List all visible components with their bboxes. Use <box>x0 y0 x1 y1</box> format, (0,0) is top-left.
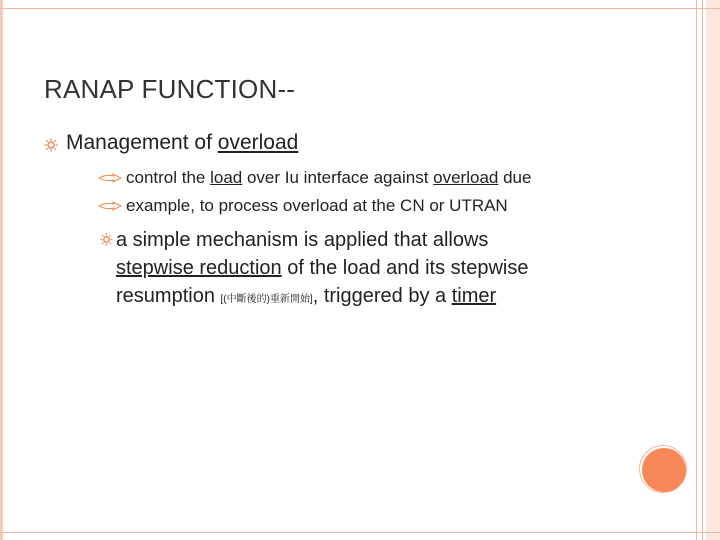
level3-underlined: stepwise reduction <box>116 257 282 279</box>
decor-circle <box>642 448 686 492</box>
arrow-bullet-icon <box>98 173 122 183</box>
level3-text: a simple mechanism is applied that allows <box>116 229 489 251</box>
slide-title: RANAP FUNCTION-- <box>44 74 296 104</box>
bullet-level1 <box>66 131 298 155</box>
arrow-bullet-icon <box>98 201 122 211</box>
right-decor-bar <box>706 0 720 540</box>
level2-text: control the <box>126 168 211 187</box>
level3-text: , triggered by a <box>312 285 452 307</box>
level2-text: example, to process overload at the CN or UTRAN <box>126 196 508 215</box>
sun-bullet-icon <box>100 233 113 246</box>
level2-underlined: load <box>210 168 243 187</box>
decor-rule-horizontal <box>0 8 720 9</box>
bullet-level2 <box>126 196 508 216</box>
level2-text: due <box>498 168 532 187</box>
decor-rule-vertical <box>696 0 697 540</box>
level3-line <box>116 226 616 254</box>
level3-annotation: [(中斷後的)重新開始] <box>220 294 313 305</box>
sun-bullet-icon <box>44 138 58 152</box>
level2-text: over Iu interface against <box>242 168 434 187</box>
level1-underlined: overload <box>217 131 299 154</box>
level3-text: resumption <box>116 285 221 307</box>
level3-underlined: timer <box>451 285 497 307</box>
bullet-level3 <box>116 226 616 314</box>
level3-line <box>116 254 616 282</box>
level3-line <box>116 282 616 314</box>
decor-rule-horizontal <box>0 532 720 533</box>
level1-text: Management of <box>66 131 218 154</box>
decor-rule-vertical <box>702 0 703 540</box>
level3-text: of the load and its stepwise <box>281 257 529 279</box>
level2-underlined: overload <box>433 168 499 187</box>
bullet-level2 <box>126 168 531 188</box>
